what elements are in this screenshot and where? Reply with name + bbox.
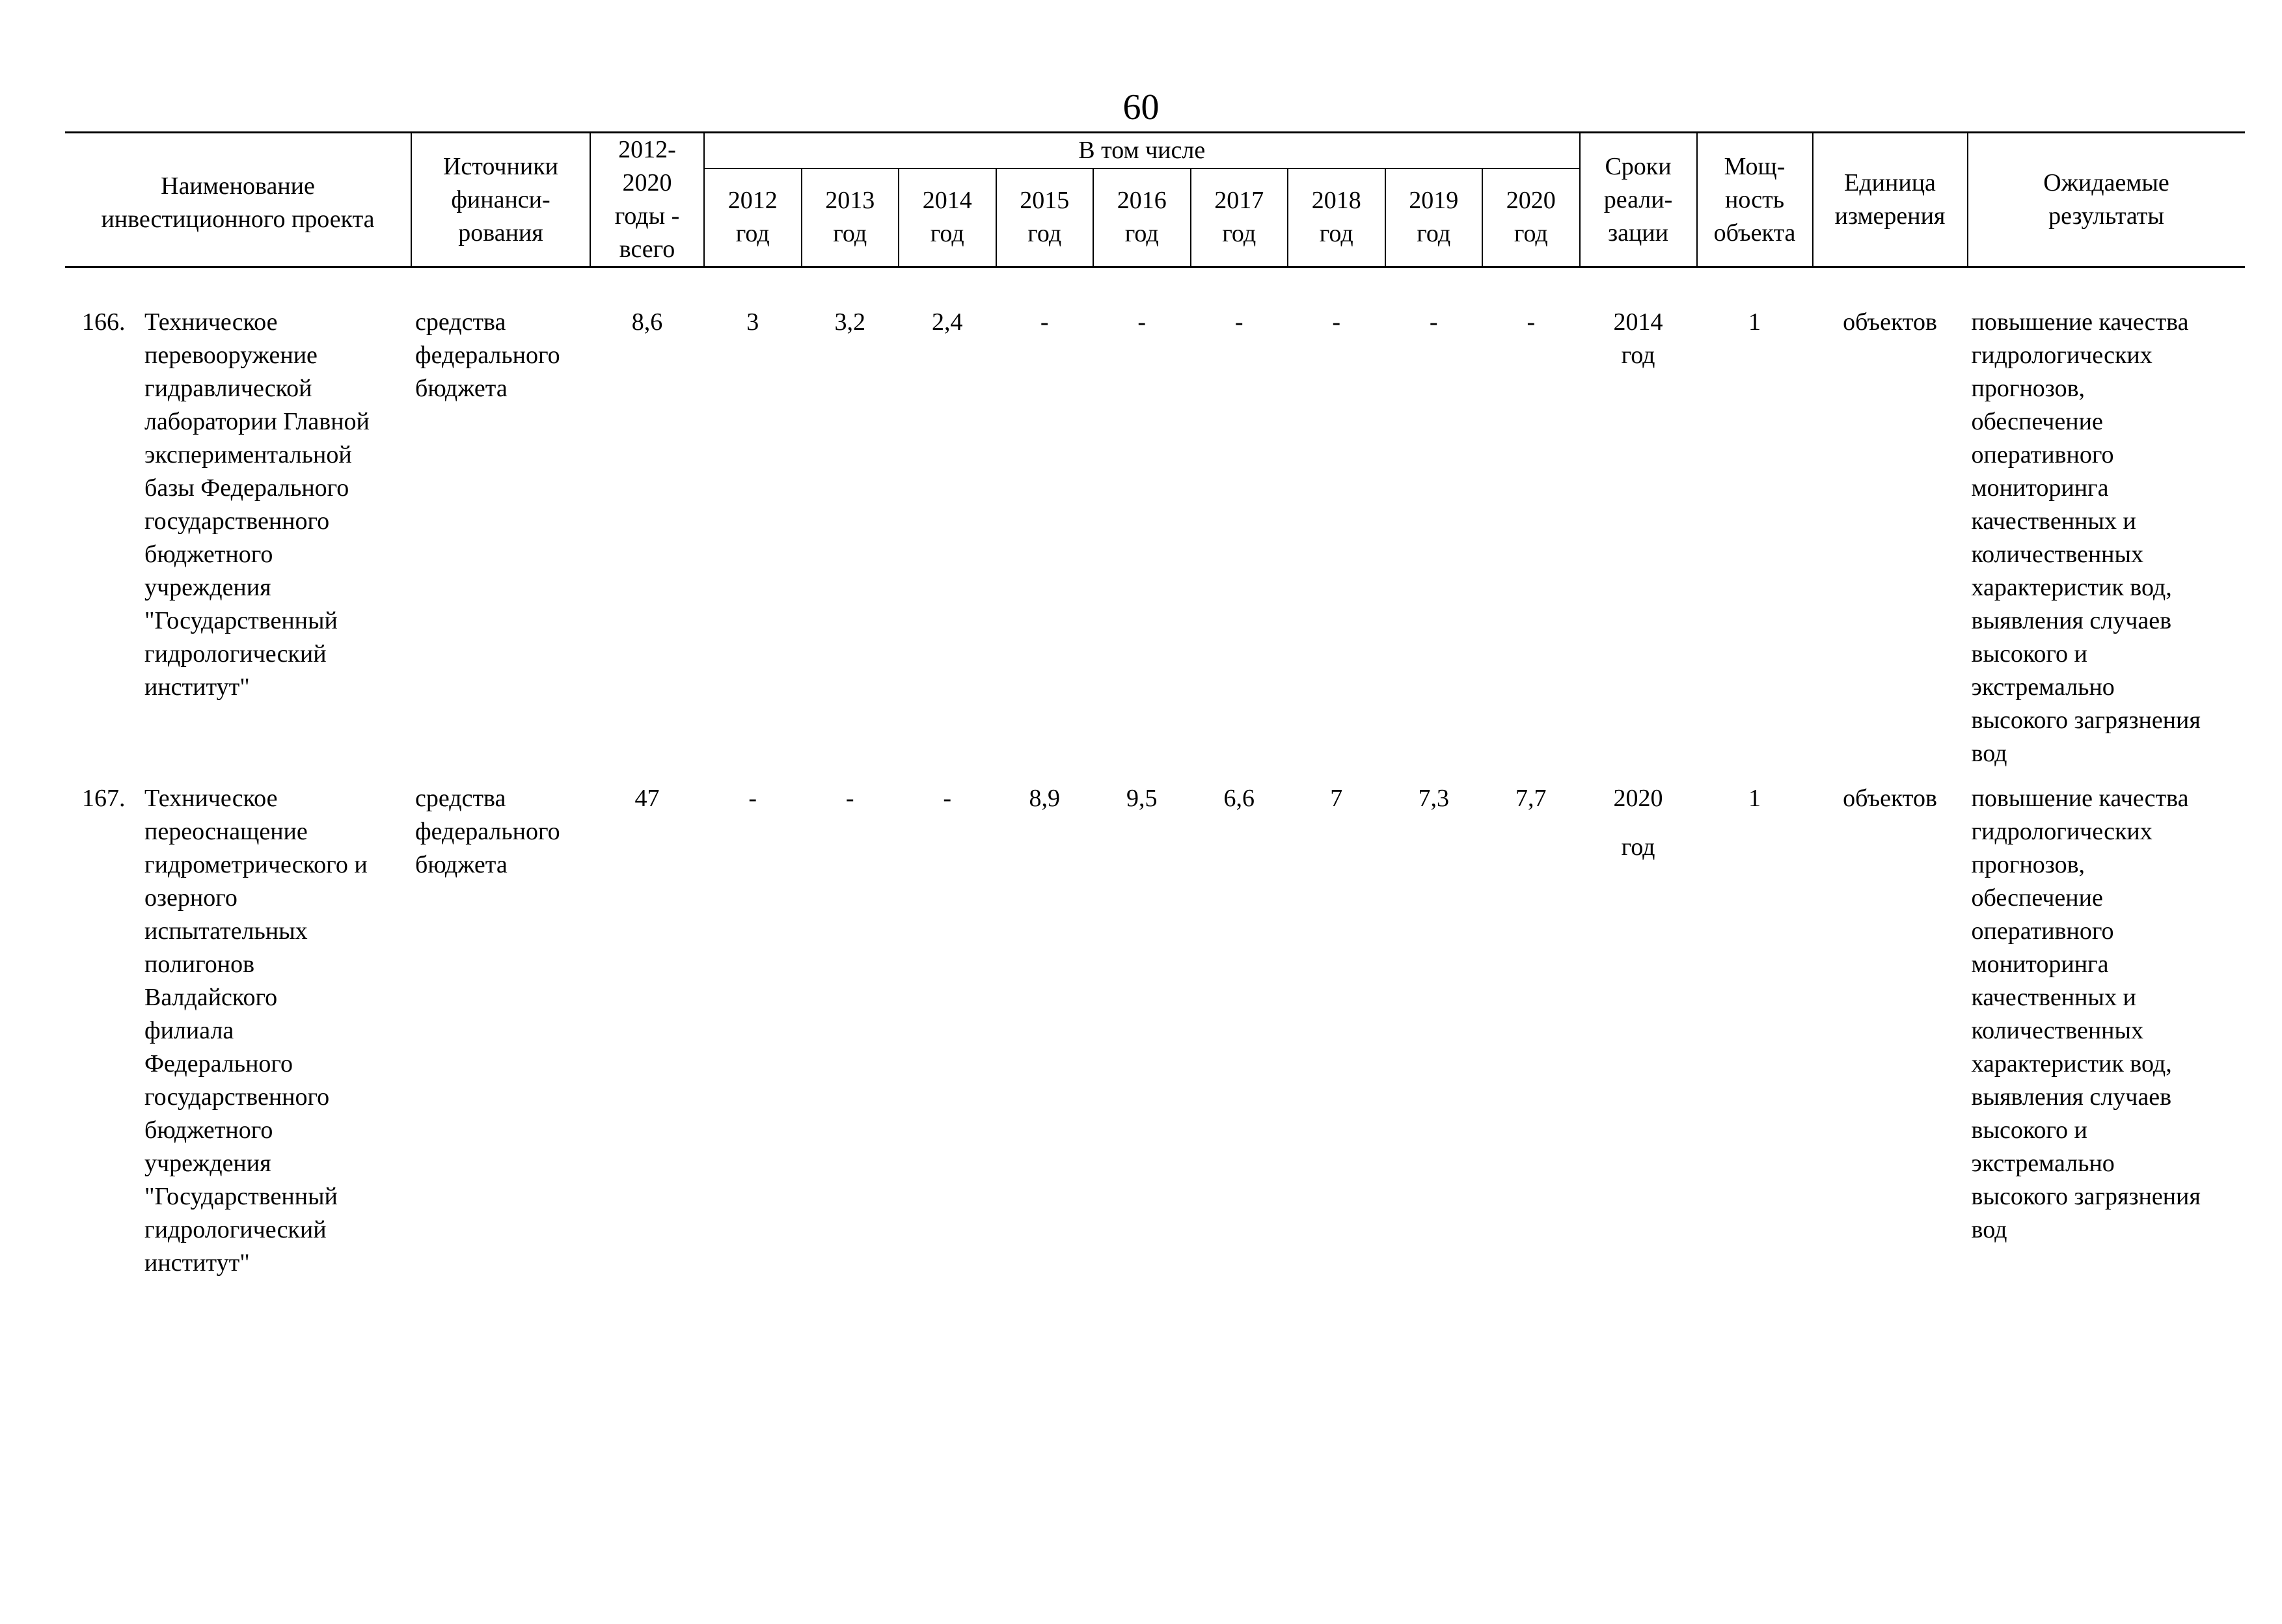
table-body xyxy=(65,267,2245,1280)
header-year-2015: 2015 год xyxy=(996,169,1094,267)
year-value-2013: 3,2 xyxy=(834,308,865,336)
header-year-2014: 2014 год xyxy=(899,169,996,267)
year-value-2020: - xyxy=(1527,308,1536,336)
year-value-2015: - xyxy=(1040,308,1049,336)
unit: объектов xyxy=(1843,308,1937,336)
object-capacity: 1 xyxy=(1748,308,1761,336)
header-total-2012-2020: 2012- 2020 годы - всего xyxy=(590,133,704,267)
term-word: год xyxy=(1621,342,1655,369)
header-year-2012: 2012 год xyxy=(704,169,802,267)
term-word: год xyxy=(1621,833,1655,861)
project-name-cell xyxy=(65,306,411,782)
year-value-2016: - xyxy=(1137,308,1147,336)
table-row xyxy=(65,782,2245,1280)
header-year-2016: 2016 год xyxy=(1093,169,1191,267)
term-year: 2014 xyxy=(1613,308,1663,336)
implementation-term xyxy=(1580,306,1697,782)
funding-source: средства федерального бюджета xyxy=(415,785,560,878)
header-object-capacity: Мощ- ность объекта xyxy=(1697,133,1813,267)
row-number: 166. xyxy=(82,308,126,336)
header-year-2013: 2013 год xyxy=(802,169,899,267)
expected-results: повышение качества гидрологических прогнозов, обеспечение оперативного мониторинга качественных и количественных характеристик вод, выявления случаев высокого и экстремально высокого загрязнения вод xyxy=(1971,308,2201,767)
year-value-2017: 6,6 xyxy=(1223,785,1255,812)
total-value: 47 xyxy=(634,785,660,812)
expected-results: повышение качества гидрологических прогнозов, обеспечение оперативного мониторинга качественных и количественных характеристик вод, выявления случаев высокого и экстремально высокого загрязнения вод xyxy=(1971,785,2201,1243)
year-value-2020: 7,7 xyxy=(1515,785,1547,812)
row-spacer xyxy=(65,267,2245,306)
implementation-term xyxy=(1580,782,1697,1280)
header-year-2019: 2019 год xyxy=(1385,169,1483,267)
investment-projects-table xyxy=(65,131,2245,1280)
header-unit: Единица измерения xyxy=(1813,133,1968,267)
year-value-2017: - xyxy=(1234,308,1243,336)
project-name: Техническое переоснащение гидрометрического и озерного испытательных полигонов Валдайского филиала Федерального государственного бюджетного учреждения "Государственный гидрологический институт" xyxy=(144,785,368,1277)
year-value-2013: - xyxy=(845,785,854,812)
header-funding-source: Источники финанси- рования xyxy=(411,133,590,267)
year-value-2015: 8,9 xyxy=(1029,785,1060,812)
table-header xyxy=(65,133,2245,267)
year-value-2018: 7 xyxy=(1330,785,1343,812)
year-value-2012: - xyxy=(748,785,757,812)
year-value-2019: 7,3 xyxy=(1418,785,1449,812)
page-number: 60 xyxy=(1122,87,1160,128)
object-capacity: 1 xyxy=(1748,785,1761,812)
total-value: 8,6 xyxy=(631,308,663,336)
header-implementation-term: Сроки реали- зации xyxy=(1580,133,1697,267)
term-year: 2020 xyxy=(1613,785,1663,812)
year-value-2012: 3 xyxy=(746,308,759,336)
year-value-2014: - xyxy=(943,785,952,812)
year-value-2018: - xyxy=(1332,308,1341,336)
table-row xyxy=(65,306,2245,782)
row-number: 167. xyxy=(82,785,126,812)
header-project-name: Наименование инвестиционного проекта xyxy=(65,133,411,267)
header-expected-results: Ожидаемые результаты xyxy=(1968,133,2245,267)
unit: объектов xyxy=(1843,785,1937,812)
header-year-2018: 2018 год xyxy=(1288,169,1385,267)
funding-source: средства федерального бюджета xyxy=(415,308,560,402)
header-year-2017: 2017 год xyxy=(1191,169,1288,267)
project-name: Техническое перевооружение гидравлической лаборатории Главной экспериментальной базы Федерального государственного бюджетного учреждения "Государственный гидрологический институт" xyxy=(144,308,370,701)
year-value-2016: 9,5 xyxy=(1126,785,1158,812)
year-value-2019: - xyxy=(1429,308,1438,336)
year-value-2014: 2,4 xyxy=(932,308,963,336)
header-year-2020: 2020 год xyxy=(1482,169,1580,267)
project-name-cell xyxy=(65,782,411,1280)
header-including-group: В том числе xyxy=(704,133,1580,169)
